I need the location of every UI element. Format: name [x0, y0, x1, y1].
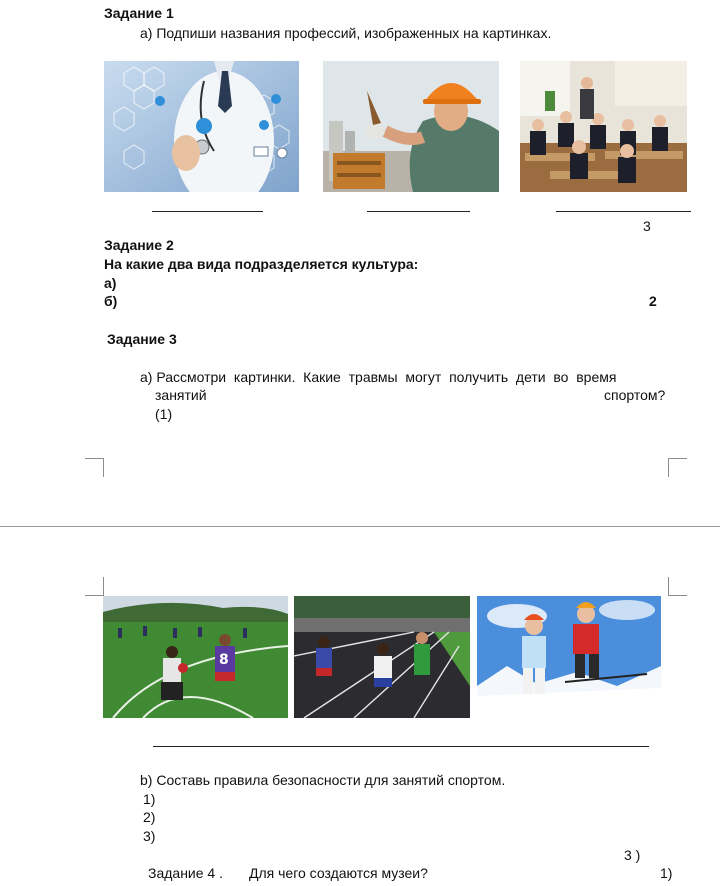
task1-title: Задание 1 — [104, 5, 174, 21]
svg-text:8: 8 — [219, 652, 229, 668]
doctor-photo — [104, 61, 299, 192]
task3-item-1: 1) — [143, 791, 156, 807]
task3-points: 3 ) — [624, 847, 641, 863]
skiing-photo — [477, 596, 661, 718]
running-photo — [294, 596, 470, 718]
page-corner-mark — [85, 577, 104, 596]
page-corner-mark — [85, 458, 104, 477]
task3-item-2: 2) — [143, 809, 156, 825]
task3-title: Задание 3 — [107, 331, 177, 347]
answer-line-3[interactable] — [556, 211, 691, 212]
task1-prompt: а) Подпиши названия профессий, изображенных на картинках. — [140, 25, 552, 41]
builder-photo — [323, 61, 499, 192]
page-break — [0, 526, 720, 527]
task4-question: Для чего создаются музеи? — [249, 865, 428, 881]
task2-answer-b: б) — [104, 293, 118, 309]
task4-title: Задание 4 . — [148, 865, 223, 881]
page-corner-mark — [668, 458, 687, 477]
answer-line-injuries[interactable] — [153, 746, 649, 747]
task2-answer-a: а) — [104, 275, 117, 291]
task3-prompt-b: b) Составь правила безопасности для занятий спортом. — [140, 772, 506, 788]
task4-points: 1) — [660, 865, 673, 881]
task2-question: На какие два вида подразделяется культура: — [104, 256, 419, 272]
task3-prompt-a-line2-right: спортом? — [604, 387, 666, 403]
task3-prompt-a-points: (1) — [155, 406, 173, 422]
task3-prompt-a-line1: а) Рассмотри картинки. Какие травмы могут получить дети во время — [140, 369, 617, 385]
answer-line-1[interactable] — [152, 211, 263, 212]
task1-points: 3 — [643, 218, 651, 234]
task3-prompt-a-line2-left: занятий — [155, 387, 207, 403]
football-photo — [103, 596, 288, 718]
task2-points: 2 — [649, 293, 657, 309]
task2-title: Задание 2 — [104, 237, 174, 253]
answer-line-2[interactable] — [367, 211, 470, 212]
task3-item-3: 3) — [143, 828, 156, 844]
classroom-photo — [520, 61, 687, 192]
page-corner-mark — [668, 577, 687, 596]
